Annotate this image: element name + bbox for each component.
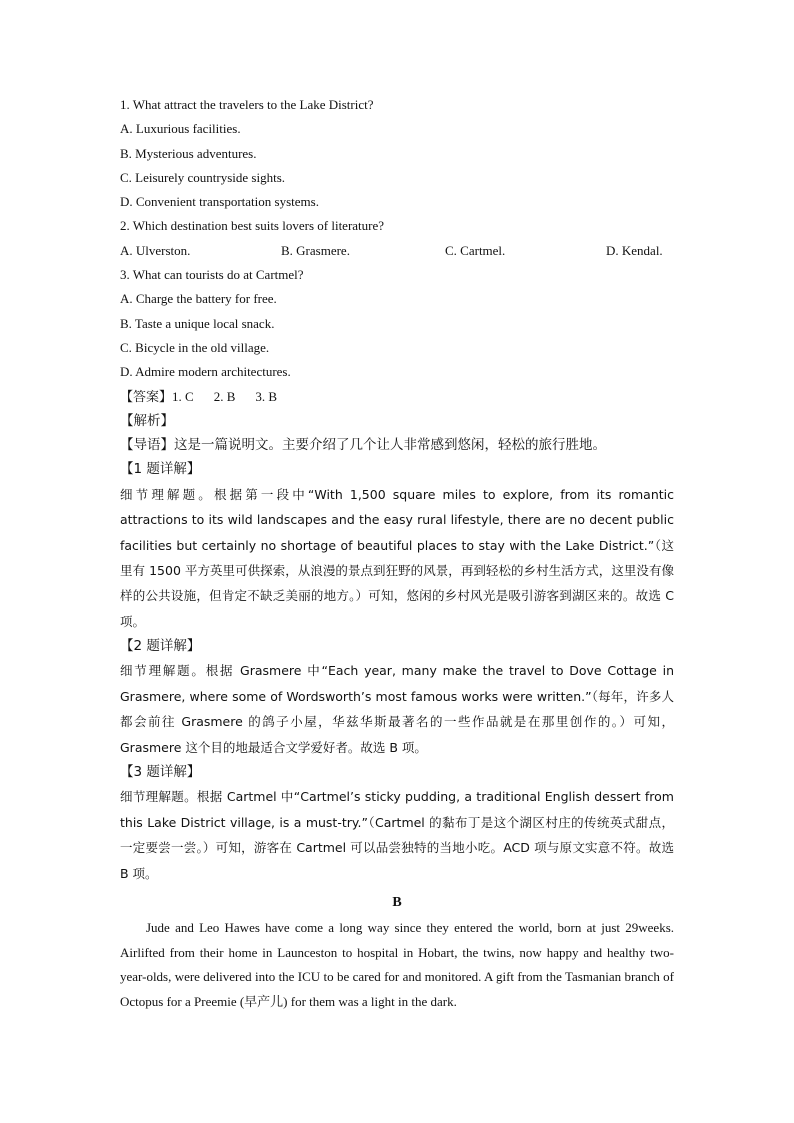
question-2-option-c: C. Cartmel. <box>445 242 506 258</box>
question-3-stem: 3. What can tourists do at Cartmel? <box>120 267 304 283</box>
question-2-option-a: A. Ulverston. <box>120 242 191 258</box>
detail-3-label: 【3 题详解】 <box>120 764 201 781</box>
passage-text: Jude and Leo Hawes have come a long way since they entered the world, born at just 29weeks. Airlifted from their home in Launceston to hospital in Hobart, the twins, now happy and healthy two-year-olds, were delivered into the ICU to be cared for and monitored. A gift from the Tasmanian branch of Octopus for a Preemie (早产儿) for them was a light in the dark. <box>120 920 674 1009</box>
question-1-option-b: B. Mysterious adventures. <box>120 145 257 161</box>
detail-1-label: 【1 题详解】 <box>120 461 201 478</box>
document-content <box>120 93 674 1014</box>
detail-1-text: 细节理解题。根据第一段中“With 1,500 square miles to explore, from its romantic attractions to its wild landscapes and the easy rural lifestyle, there are no decent public facilities but certainly no shortage of beautiful places to stay with the Lake District.”（这里有 1500 平方英里可供探索，从浪漫的景点到狂野的风景，再到轻松的乡村生活方式，这里没有像样的公共设施，但肯定不缺乏美丽的地方。）可知，悠闲的乡村风光是吸引游客到湖区来的。故选 C 项。 <box>120 486 674 629</box>
answer-item: 2. B <box>213 388 236 404</box>
detail-3-text: 细节理解题。根据 Cartmel 中“Cartmel’s sticky pudding, a traditional English dessert from this Lake District village, is a must-try.”（Cartmel 的黏布丁是这个湖区村庄的传统英式甜点，一定要尝一尝。）可知，游客在 Cartmel 可以品尝独特的当地小吃。ACD 项与原文实意不符。故选 B 项。 <box>120 789 674 881</box>
answer-item: 1. C <box>172 388 194 404</box>
detail-2-text: 细节理解题。根据 Grasmere 中“Each year, many make the travel to Dove Cottage in Grasmere, where some of Wordsworth’s most famous works were written.”（每年，许多人都会前往 Grasmere 的鸽子小屋，华兹华斯最著名的一些作品就是在那里创作的。）可知，Grasmere 这个目的地最适合文学爱好者。故选 B 项。 <box>120 663 674 755</box>
question-1-option-a: A. Luxurious facilities. <box>120 121 241 137</box>
question-2-options <box>120 239 674 263</box>
question-1-option-d: D. Convenient transportation systems. <box>120 194 319 210</box>
analysis-label: 【解析】 <box>120 412 174 429</box>
answer-line <box>120 385 674 409</box>
question-3-option-c: C. Bicycle in the old village. <box>120 339 270 355</box>
question-2-option-d: D. Kendal. <box>606 242 663 258</box>
question-1-stem: 1. What attract the travelers to the Lake District? <box>120 97 374 112</box>
question-2-stem: 2. Which destination best suits lovers of literature? <box>120 218 385 234</box>
question-3-option-d: D. Admire modern architectures. <box>120 364 291 380</box>
answer-label: 【答案】 <box>120 389 173 405</box>
answer-item: 3. B <box>255 388 278 404</box>
detail-2-label: 【2 题详解】 <box>120 638 201 655</box>
question-1-option-c: C. Leisurely countryside sights. <box>120 169 286 185</box>
section-title: B <box>392 895 402 911</box>
question-2-option-b: B. Grasmere. <box>281 242 350 258</box>
question-3-option-a: A. Charge the battery for free. <box>120 291 277 307</box>
question-3-option-b: B. Taste a unique local snack. <box>120 315 275 331</box>
guide-text: 【导语】这是一篇说明文。主要介绍了几个让人非常感到悠闲，轻松的旅行胜地。 <box>120 437 606 454</box>
